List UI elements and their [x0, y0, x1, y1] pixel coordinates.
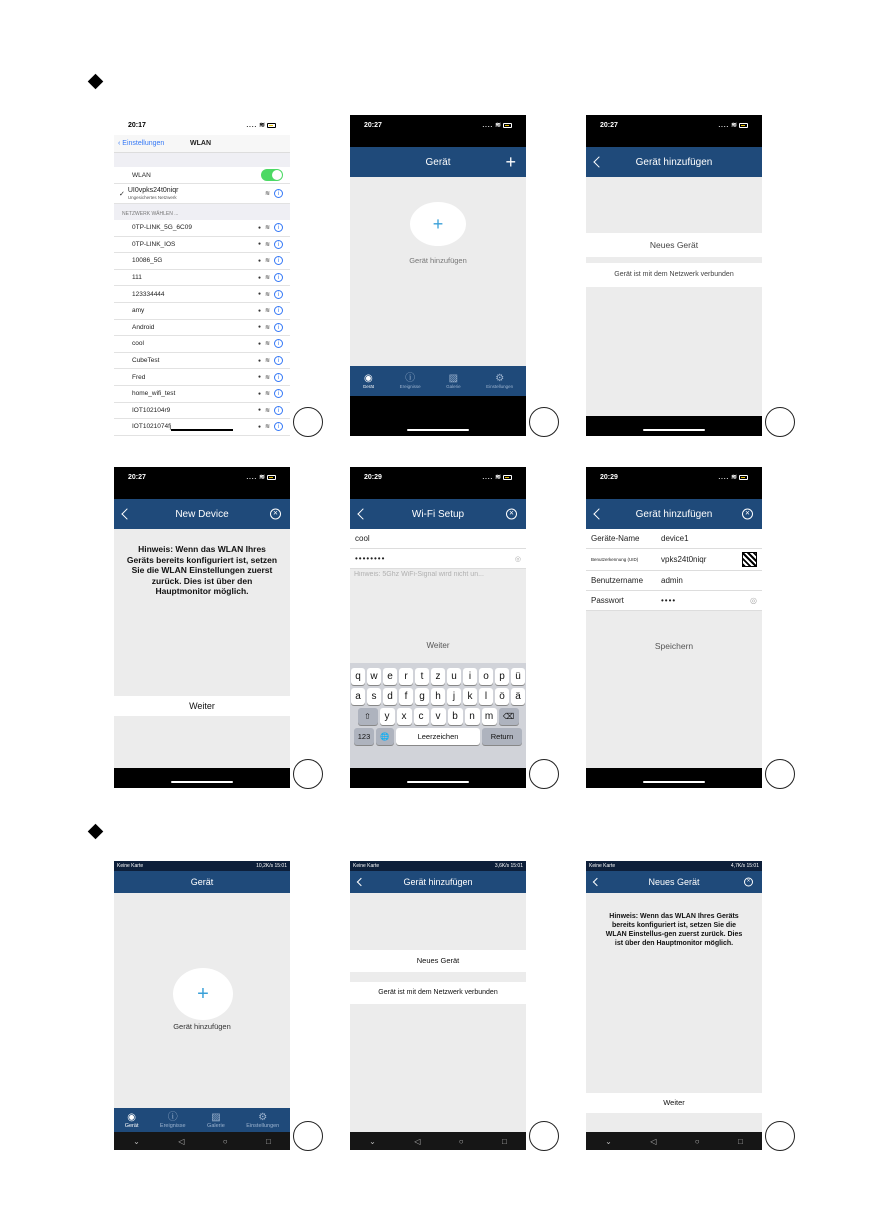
plus-icon: + [197, 983, 209, 1005]
next-button[interactable]: Weiter [350, 637, 526, 655]
device-name-value: device1 [661, 534, 689, 543]
tab-item[interactable] [400, 373, 421, 389]
network-row[interactable] [114, 237, 290, 254]
key[interactable]: y [380, 708, 395, 725]
info-icon[interactable]: i [274, 273, 283, 282]
uid-label: Benutzerkennung (UID) [591, 557, 639, 562]
numbers-key[interactable]: 123 [354, 728, 374, 745]
key[interactable]: w [367, 668, 381, 685]
network-name: 10086_5G [132, 257, 163, 265]
key[interactable]: x [397, 708, 412, 725]
chevron-left-icon: ‹ [118, 140, 121, 147]
key[interactable]: b [448, 708, 463, 725]
nav-bar [586, 147, 762, 177]
back-icon[interactable] [593, 508, 604, 519]
status-time: 20:17 [128, 121, 146, 129]
network-row[interactable] [114, 336, 290, 353]
key[interactable]: ü [511, 668, 525, 685]
uid-field[interactable] [586, 549, 762, 571]
back-triangle-icon[interactable]: ◁ [178, 1136, 185, 1146]
notch-area [586, 487, 762, 499]
wifi-icon: ≋ [264, 308, 270, 315]
network-name: IOT1021074fj [132, 423, 172, 431]
lock-icon: ● [257, 340, 261, 347]
step-circle [765, 1121, 795, 1151]
tab-label: Ereignisse [399, 384, 421, 389]
home-indicator [350, 416, 526, 436]
home-indicator [586, 416, 762, 436]
connected-network-sub: Ungesichertes Netzwerk [127, 194, 177, 200]
lock-icon: ● [257, 291, 261, 298]
password-value: •••• [661, 596, 677, 605]
device-tab-icon: ◉ [127, 1111, 136, 1123]
page-title: WLAN [190, 140, 211, 147]
system-nav-bar [586, 1132, 762, 1150]
wifi-icon: ≋ [495, 474, 501, 481]
tab-label: Einstellungen [486, 384, 514, 389]
step-circle [765, 407, 795, 437]
lock-icon: ● [257, 324, 261, 331]
connected-network-name: UI0vpks24t0niqr [127, 186, 179, 194]
lock-icon: ● [257, 374, 261, 381]
chevron-down-icon[interactable]: ⌄ [133, 1136, 140, 1146]
home-circle-icon[interactable]: ○ [222, 1136, 228, 1146]
key[interactable]: l [479, 688, 493, 705]
wifi-icon: ≋ [264, 407, 270, 414]
step-circle [293, 759, 323, 789]
page-title: Wi-Fi Setup [411, 508, 465, 520]
status-bar [586, 115, 762, 135]
back-triangle-icon[interactable]: ◁ [650, 1136, 657, 1146]
key[interactable]: h [431, 688, 445, 705]
page-title: Gerät hinzufügen [635, 156, 713, 168]
battery-icon [503, 123, 512, 128]
notch-area [114, 487, 290, 499]
status-time: 20:27 [364, 121, 382, 129]
recents-square-icon[interactable]: □ [265, 1136, 271, 1146]
close-icon[interactable]: × [270, 509, 281, 520]
key[interactable]: m [482, 708, 497, 725]
ssid-value: cool [355, 534, 370, 543]
network-list [114, 220, 290, 436]
page-title: Gerät [425, 156, 451, 168]
close-icon[interactable]: × [506, 509, 517, 520]
connected-device-button[interactable]: Gerät ist mit dem Netzwerk verbunden [350, 982, 526, 1004]
battery-icon [267, 475, 276, 480]
section-bullet-android [88, 824, 104, 840]
tab-item[interactable] [363, 373, 374, 389]
info-icon[interactable]: i [274, 323, 283, 332]
key[interactable]: p [495, 668, 509, 685]
password-field[interactable] [350, 549, 526, 569]
wifi-icon: ≋ [264, 341, 270, 348]
back-icon[interactable] [593, 878, 601, 886]
hint-text: Hinweis: Wenn das WLAN Ihres Geräts bereits konfiguriert ist, setzen Sie die WLAN Einstellus-gen zuerst zurück. Dies ist über den Hauptmonitor möglich. [605, 913, 743, 947]
network-name: 111 [132, 274, 142, 282]
tab-label: Gerät [362, 384, 375, 389]
key[interactable]: i [463, 668, 477, 685]
lock-icon: ● [257, 274, 261, 281]
lock-icon: ● [257, 257, 261, 264]
status-icons: .... ≋ [719, 121, 749, 129]
wifi-icon: ≋ [264, 358, 270, 365]
network-row[interactable] [114, 286, 290, 303]
back-icon[interactable] [593, 156, 604, 167]
events-icon: ⓘ [167, 1111, 178, 1123]
wifi-icon: ≋ [495, 122, 501, 129]
network-row[interactable] [114, 253, 290, 270]
add-device-label: Gerät hinzufügen [173, 1022, 231, 1031]
wifi-icon: ≋ [264, 324, 270, 331]
nav-bar [350, 147, 526, 177]
uid-value: vpks24t0niqr [661, 555, 707, 564]
network-name: 0TP-LINK_IOS [132, 240, 176, 248]
key[interactable]: n [465, 708, 480, 725]
wifi-icon: ≋ [264, 275, 270, 282]
screen-android-new-device [586, 861, 762, 1150]
screen-ios-new-device [114, 467, 290, 788]
status-right: 4,7K/s 15:01 [730, 863, 759, 869]
status-icons: .... ≋ [719, 473, 749, 481]
lock-icon: ● [257, 357, 261, 364]
network-name: Fred [132, 373, 146, 381]
info-icon[interactable]: i [274, 389, 283, 398]
key[interactable]: d [383, 688, 397, 705]
lock-icon: ● [257, 390, 261, 397]
screen-ios-wifi-setup [350, 467, 526, 788]
status-icons: .... ≋ [247, 473, 277, 481]
network-row[interactable] [114, 303, 290, 320]
save-button[interactable]: Speichern [586, 637, 762, 655]
network-row[interactable] [114, 220, 290, 237]
battery-icon [503, 475, 512, 480]
status-bar [114, 861, 290, 871]
tab-bar [350, 366, 526, 396]
network-row[interactable] [114, 369, 290, 386]
info-icon[interactable]: i [274, 223, 283, 232]
back-label: Einstellungen [122, 140, 165, 147]
new-device-button[interactable]: Neues Gerät [586, 233, 762, 257]
ssid-field[interactable] [350, 529, 526, 549]
space-key[interactable]: Leerzeichen [396, 728, 480, 745]
screen-ios-wlan-settings [114, 115, 290, 436]
settings-header [114, 135, 290, 153]
nav-bar [114, 499, 290, 529]
tab-label: Einstellungen [246, 1122, 280, 1129]
return-key[interactable]: Return [482, 728, 522, 745]
battery-icon [267, 123, 276, 128]
close-icon[interactable]: × [744, 878, 753, 887]
key[interactable]: q [351, 668, 365, 685]
wifi-icon: ≋ [264, 291, 270, 298]
lock-icon: ● [257, 407, 261, 414]
wifi-icon: ≋ [259, 122, 265, 129]
wifi-icon: ≋ [731, 474, 737, 481]
key[interactable]: c [414, 708, 429, 725]
wifi-icon: ≋ [264, 258, 270, 265]
add-device-label: Gerät hinzufügen [409, 256, 467, 265]
network-name: Android [132, 323, 155, 331]
info-icon[interactable]: i [274, 290, 283, 299]
page-title: Gerät [190, 877, 214, 887]
step-circle [765, 759, 795, 789]
hint-placeholder: Hinweis: 5Ghz WiFi-Signal wird nicht un... [354, 571, 484, 578]
tab-item[interactable] [446, 373, 461, 389]
globe-icon[interactable]: 🌐 [376, 728, 394, 745]
chevron-down-icon[interactable]: ⌄ [369, 1136, 376, 1146]
recents-square-icon[interactable]: □ [737, 1136, 743, 1146]
device-tab-icon: ◉ [364, 373, 373, 384]
network-row[interactable] [114, 419, 290, 436]
notch-area [350, 135, 526, 147]
info-icon[interactable]: i [274, 422, 283, 431]
status-bar [114, 467, 290, 487]
system-nav-bar [114, 1132, 290, 1150]
network-name: cool [132, 340, 144, 348]
connected-network-row[interactable] [114, 184, 290, 204]
wifi-icon: ≋ [264, 374, 270, 381]
network-name: 0TP-LINK_5G_6C09 [132, 224, 192, 232]
settings-gear-icon: ⚙ [258, 1111, 268, 1123]
add-device-button[interactable] [410, 202, 466, 246]
status-bar [114, 115, 290, 135]
step-circle [293, 407, 323, 437]
home-circle-icon[interactable]: ○ [458, 1136, 464, 1146]
tab-label: Galerie [446, 384, 461, 389]
step-circle [293, 1121, 323, 1151]
wifi-icon: ≋ [264, 241, 270, 248]
network-row[interactable] [114, 403, 290, 420]
status-bar [350, 467, 526, 487]
info-icon[interactable]: i [274, 373, 283, 382]
close-icon[interactable]: × [742, 509, 753, 520]
next-button[interactable]: Weiter [114, 696, 290, 716]
network-name: amy [132, 307, 145, 315]
key[interactable]: v [431, 708, 446, 725]
wifi-icon: ≋ [264, 191, 270, 197]
lock-icon: ● [257, 307, 261, 314]
screen-android-add-device [350, 861, 526, 1150]
key[interactable]: ö [495, 688, 509, 705]
network-name: home_wifi_test [132, 390, 176, 398]
key[interactable]: ä [511, 688, 525, 705]
key[interactable]: o [479, 668, 493, 685]
status-right: 10,2K/s 15:01 [256, 863, 287, 869]
network-row[interactable] [114, 270, 290, 287]
status-bar [586, 467, 762, 487]
status-bar [586, 861, 762, 871]
info-icon[interactable]: i [274, 189, 283, 198]
status-bar [350, 115, 526, 135]
page-title: Neues Gerät [648, 877, 700, 887]
tab-item[interactable] [207, 1112, 225, 1129]
connected-network [119, 187, 178, 201]
password-label: Passwort [591, 596, 624, 605]
step-circle [529, 1121, 559, 1151]
lock-icon: ● [257, 241, 261, 248]
key[interactable]: r [399, 668, 413, 685]
status-carrier: Keine Karte [353, 863, 380, 869]
network-name: 123334444 [132, 290, 165, 298]
home-indicator [350, 768, 526, 788]
screen-android-device-list [114, 861, 290, 1150]
shift-key-icon[interactable]: ⇧ [358, 708, 378, 725]
nav-bar [350, 499, 526, 529]
wifi-icon: ≋ [264, 424, 270, 431]
nav-bar [586, 499, 762, 529]
status-icons: .... ≋ [483, 473, 513, 481]
network-name: CubeTest [132, 357, 160, 365]
info-icon[interactable]: i [274, 256, 283, 265]
section-bullet-ios [88, 74, 104, 90]
password-field[interactable] [586, 591, 762, 611]
info-icon[interactable]: i [274, 406, 283, 415]
hint-text: Hinweis: Wenn das WLAN Ihres Geräts bereits konfiguriert ist, setzen Sie die WLAN Einstellungen zuerst zurück. Dies ist über den Hauptmonitor möglich. [126, 544, 278, 596]
back-icon[interactable] [357, 508, 368, 519]
tab-item[interactable] [125, 1112, 139, 1129]
plus-icon: + [432, 214, 444, 234]
key[interactable]: u [447, 668, 461, 685]
tab-label: Galerie [207, 1122, 225, 1129]
info-icon[interactable]: i [274, 356, 283, 365]
status-icons: .... ≋ [483, 121, 513, 129]
info-icon[interactable]: i [274, 240, 283, 249]
notch-area [350, 487, 526, 499]
tab-item[interactable] [246, 1112, 279, 1129]
status-carrier: Keine Karte [117, 863, 144, 869]
key[interactable]: e [383, 668, 397, 685]
back-button[interactable] [118, 140, 164, 147]
add-device-button[interactable] [173, 968, 233, 1020]
key[interactable]: z [431, 668, 445, 685]
status-time: 20:29 [364, 473, 382, 481]
wlan-toggle[interactable] [261, 169, 283, 181]
device-name-field[interactable] [586, 529, 762, 549]
new-device-button[interactable]: Neues Gerät [350, 950, 526, 972]
key[interactable]: t [415, 668, 429, 685]
wifi-icon: ≋ [259, 474, 265, 481]
back-icon[interactable] [357, 878, 365, 886]
wifi-icon: ≋ [264, 225, 270, 232]
step-circle [529, 407, 559, 437]
nav-bar [350, 871, 526, 893]
bottom-area [350, 396, 526, 416]
info-icon[interactable]: i [274, 339, 283, 348]
connected-device-button[interactable]: Gerät ist mit dem Netzwerk verbunden [586, 263, 762, 287]
key[interactable]: f [399, 688, 413, 705]
username-field[interactable] [586, 571, 762, 591]
status-bar [350, 861, 526, 871]
home-circle-icon[interactable]: ○ [694, 1136, 700, 1146]
network-row[interactable] [114, 353, 290, 370]
back-icon[interactable] [121, 508, 132, 519]
events-icon: ⓘ [405, 373, 416, 384]
tab-item[interactable] [486, 373, 513, 389]
status-right: 3,6K/s 15:01 [494, 863, 523, 869]
key[interactable]: s [367, 688, 381, 705]
page-title: New Device [175, 508, 229, 520]
home-indicator [114, 768, 290, 788]
tab-label: Gerät [124, 1122, 139, 1129]
battery-icon [739, 123, 748, 128]
tab-label: Ereignisse [159, 1122, 186, 1129]
lock-icon: ● [257, 224, 261, 231]
gallery-icon: ▨ [448, 373, 459, 384]
tab-bar [114, 1108, 290, 1132]
nav-bar [114, 871, 290, 893]
username-label: Benutzername [591, 576, 644, 585]
network-row[interactable] [114, 320, 290, 337]
device-name-label: Geräte-Name [591, 534, 640, 543]
wifi-icon: ≋ [731, 122, 737, 129]
status-time: 20:27 [600, 121, 618, 129]
key[interactable]: g [415, 688, 429, 705]
wifi-icon: ≋ [264, 391, 270, 398]
screen-ios-device-list [350, 115, 526, 436]
recents-square-icon[interactable]: □ [501, 1136, 507, 1146]
network-row[interactable] [114, 386, 290, 403]
backspace-key-icon[interactable]: ⌫ [499, 708, 519, 725]
page-title: Gerät hinzufügen [403, 877, 473, 887]
username-value: admin [661, 576, 683, 585]
screen-ios-device-form [586, 467, 762, 788]
tab-item[interactable] [160, 1112, 186, 1129]
status-time: 20:27 [128, 473, 146, 481]
page-title: Gerät hinzufügen [635, 508, 713, 520]
qr-code-icon[interactable] [742, 552, 757, 567]
chevron-down-icon[interactable]: ⌄ [605, 1136, 612, 1146]
keyboard [350, 663, 526, 768]
network-name: IOT102104r9 [132, 406, 171, 414]
home-indicator [171, 429, 233, 431]
status-icons: .... ≋ [247, 121, 277, 129]
info-icon[interactable]: i [274, 306, 283, 315]
status-carrier: Keine Karte [589, 863, 616, 869]
password-value: •••••••• [355, 554, 386, 563]
step-circle [529, 759, 559, 789]
status-time: 20:29 [600, 473, 618, 481]
wlan-toggle-row [114, 167, 290, 184]
checkmark-icon: ✓ [119, 190, 125, 198]
key[interactable]: j [447, 688, 461, 705]
spacer [114, 153, 290, 167]
eye-icon[interactable]: ◎ [750, 596, 757, 605]
wlan-label: WLAN [132, 171, 151, 179]
back-triangle-icon[interactable]: ◁ [414, 1136, 421, 1146]
section-header: NETZWERK WÄHLEN ... [122, 211, 179, 217]
settings-gear-icon: ⚙ [495, 373, 505, 384]
key[interactable]: a [351, 688, 365, 705]
notch-area [586, 135, 762, 147]
lock-icon: ● [257, 423, 261, 430]
key[interactable]: k [463, 688, 477, 705]
eye-icon[interactable]: ◎ [514, 555, 521, 563]
system-nav-bar [350, 1132, 526, 1150]
plus-icon[interactable]: + [505, 152, 516, 172]
screen-ios-add-device [586, 115, 762, 436]
gallery-icon: ▨ [211, 1111, 221, 1123]
next-button[interactable]: Weiter [586, 1093, 762, 1113]
nav-bar [586, 871, 762, 893]
battery-icon [739, 475, 748, 480]
home-indicator [586, 768, 762, 788]
